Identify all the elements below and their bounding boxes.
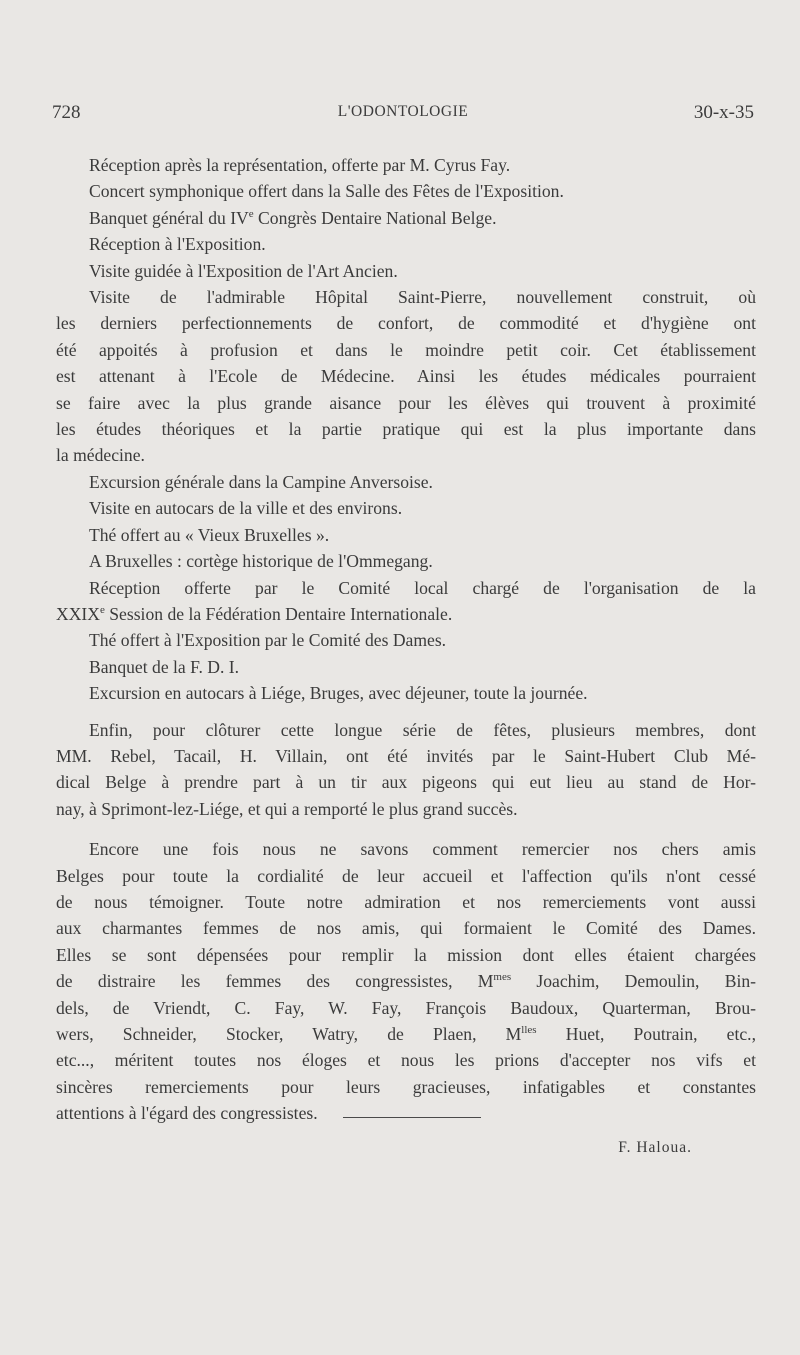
closing-rule — [343, 1117, 481, 1118]
program-line: Visite guidée à l'Exposition de l'Art Ancien. — [89, 260, 398, 281]
hopital-paragraph: Visite de l'admirable Hôpital Saint-Pierre, nouvellement construit, où les derniers perfectionnements de confort, de commodité et d'hygiène ont été appoités à profusion et dans le moindre petit coir. Cet établissement est attenant à l'Ecole de Médecine. Ainsi les études médicales pourraient se faire avec la plus grande aisance pour les élèves qui trouvent à proximité les études théoriques et la partie pratique qui est la plus importante dans la médecine. — [56, 287, 756, 466]
program-line: Réception après la représentation, offerte par M. Cyrus Fay. — [89, 155, 511, 175]
journal-title: L'ODONTOLOGIE — [337, 103, 469, 120]
program-line: Excursion générale dans la Campine Anversoise. — [89, 471, 433, 492]
program-line: Thé offert au « Vieux Bruxelles ». — [89, 524, 330, 545]
program-line: Réception à l'Exposition. — [89, 234, 266, 255]
author-signature: F. Haloua. — [618, 1138, 692, 1156]
reception-paragraph: Réception offerte par le Comité local chargé de l'organisation de la XXIXe Session de la Fédération Dentaire Internationale. — [56, 577, 756, 624]
program-line: Visite en autocars de la ville et des environs. — [89, 498, 403, 519]
enfin-paragraph: Enfin, pour clôturer cette longue série de fêtes, plusieurs membres, dont MM. Rebel, Tacail, H. Villain, ont été invités par le Saint-Hubert Club Mé- dical Belge à prendre part à un tir aux pigeons qui eut lieu au stand de Hor- nay, à Sprimont-lez-Liége, et qui a remporté le plus grand succès. — [56, 719, 756, 819]
program-line: Concert symphonique offert dans la Salle des Fêtes de l'Exposition. — [89, 181, 564, 202]
running-header — [52, 102, 754, 132]
encore-paragraph: Encore une fois nous ne savons comment remercier nos chers amis Belges pour toute la cordialité de leur accueil et l'affection qu'ils n'ont cessé de nous témoigner. Toute notre admiration et nos remerciements vont aussi aux charmantes femmes de nos amis, qui formaient le Comité des Dames. Elles se sont dépensées pour remplir la mission dont elles étaient chargées de distraire les femmes des congressistes, $M^{mes}$ Joachim, Demoulin, Bin- dels, de Vriendt, C. Fay, W. Fay, François Baudoux, Quarterman, Brou- wers, Schneider, Stocker, Watry, de Plaen, $M^{lles}$ Huet, Poutrain, etc., etc..., méritent toutes nos éloges et nous les prions d'accepter nos vifs et sincères remerciements pour leurs gracieuses, infatigables et constantes attentions à l'égard des congressistes. — [56, 839, 756, 1124]
article-body — [56, 152, 756, 1161]
program-line: A Bruxelles : cortège historique de l'Ommegang. — [89, 551, 433, 572]
program-line: Banquet de la F. D. I. — [89, 656, 240, 677]
page-number: 728 — [52, 102, 81, 123]
program-line: Banquet général du IVe Congrès Dentaire National Belge. — [89, 207, 497, 228]
issue-date: 30-x-35 — [693, 102, 754, 123]
program-line: Excursion en autocars à Liége, Bruges, avec déjeuner, toute la journée. — [89, 683, 588, 704]
program-line: Thé offert à l'Exposition par le Comité des Dames. — [89, 630, 447, 651]
